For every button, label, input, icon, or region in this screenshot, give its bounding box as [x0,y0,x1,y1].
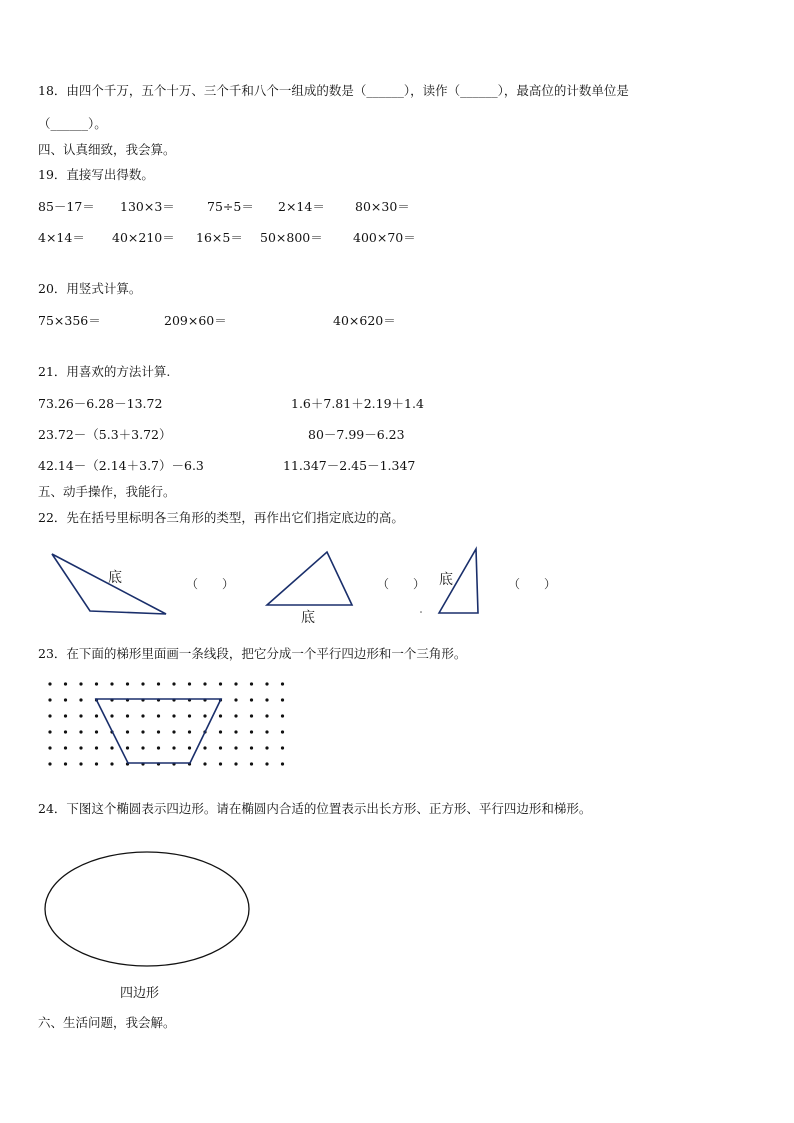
grid-dot [250,762,253,765]
grid-dot [141,714,144,717]
grid-dot [79,682,82,685]
q18-line2: （______）。 [38,116,107,131]
triangle-1-answer-paren: （ ） [186,577,235,591]
triangle-3-answer-paren: （ ） [508,577,557,591]
grid-dot [188,714,191,717]
q19-r2-c3: 16×5＝ [196,230,243,245]
grid-dot [141,746,144,749]
quadrilateral-ellipse [40,846,260,966]
grid-dot [48,682,51,685]
grid-dot [188,746,191,749]
grid-dot [172,682,175,685]
grid-dot [157,746,160,749]
q21-right-3: 11.347－2.45－1.347 [283,458,416,473]
grid-dot [79,698,82,701]
grid-dot [64,762,67,765]
grid-dot [203,746,206,749]
grid-dot [157,682,160,685]
triangle-2 [267,552,352,605]
q21-left-3: 42.14－（2.14＋3.7）－6.3 [38,458,204,473]
grid-dot [281,714,284,717]
q18-line1: 18．由四个千万，五个十万、三个千和八个一组成的数是（______），读作（______），最高位的计数单位是 [38,83,629,98]
grid-dot [250,682,253,685]
grid-dot [79,730,82,733]
grid-dot [281,730,284,733]
q21-left-1: 73.26－6.28－13.72 [38,396,163,411]
grid-dot [172,714,175,717]
grid-dot [126,682,129,685]
ellipse-label: 四边形 [120,986,160,1001]
grid-dot [203,762,206,765]
grid-dot [219,762,222,765]
grid-dot [48,698,51,701]
grid-dot [95,746,98,749]
grid-dot [110,682,113,685]
dot-grid [48,682,284,765]
triangle-1-base-label: 底 [108,570,122,586]
grid-dot [48,714,51,717]
dot-grid-with-trapezoid [40,678,300,788]
grid-dot [250,746,253,749]
grid-dot [157,730,160,733]
q19-r1-c4: 2×14＝ [278,199,325,214]
grid-dot [219,746,222,749]
grid-dot [265,698,268,701]
grid-dot [265,682,268,685]
grid-dot [110,746,113,749]
grid-dot [95,714,98,717]
grid-dot [79,762,82,765]
q20-item-1: 75×356＝ [38,313,101,328]
grid-dot [250,714,253,717]
q23-title: 23．在下面的梯形里面画一条线段，把它分成一个平行四边形和一个三角形。 [38,646,467,661]
grid-dot [281,746,284,749]
grid-dot [172,730,175,733]
q19-r1-c2: 130×3＝ [120,199,175,214]
grid-dot [188,730,191,733]
grid-dot [79,714,82,717]
grid-dot [48,762,51,765]
section-5-heading: 五、动手操作，我能行。 [38,484,176,499]
grid-dot [64,682,67,685]
triangle-3-base-label: 底 [439,572,453,588]
section-4-heading: 四、认真细致，我会算。 [38,142,176,157]
triangle-2-answer-paren: （ ） [377,577,426,591]
grid-dot [126,746,129,749]
grid-dot [203,714,206,717]
grid-dot [234,730,237,733]
q20-item-2: 209×60＝ [164,313,227,328]
q20-item-3: 40×620＝ [333,313,396,328]
grid-dot [95,730,98,733]
q19-title: 19．直接写出得数。 [38,167,154,182]
grid-dot [110,762,113,765]
grid-dot [234,682,237,685]
q19-r1-c1: 85－17＝ [38,199,95,214]
grid-dot [64,730,67,733]
grid-dot [95,762,98,765]
grid-dot [126,730,129,733]
grid-dot [48,730,51,733]
q22-triangles [0,540,794,640]
grid-dot [281,762,284,765]
grid-dot [250,730,253,733]
q21-title: 21．用喜欢的方法计算. [38,364,171,379]
grid-dot [157,714,160,717]
section-6-heading: 六、生活问题，我会解。 [38,1015,176,1030]
grid-dot [141,682,144,685]
q19-r2-c1: 4×14＝ [38,230,85,245]
grid-dot [64,746,67,749]
grid-dot [234,698,237,701]
grid-dot [219,730,222,733]
grid-dot [265,746,268,749]
grid-dot [281,698,284,701]
grid-dot [64,714,67,717]
grid-dot [265,762,268,765]
grid-dot [141,730,144,733]
grid-dot [281,682,284,685]
grid-dot [203,682,206,685]
triangle-2-base-label: 底 [301,610,315,626]
q19-r1-c3: 75÷5＝ [207,199,254,214]
grid-dot [234,746,237,749]
grid-dot [79,746,82,749]
grid-dot [110,714,113,717]
q20-title: 20．用竖式计算。 [38,281,142,296]
grid-dot [126,714,129,717]
grid-dot [64,698,67,701]
grid-dot [188,682,191,685]
grid-dot [234,714,237,717]
q22-title: 22．先在括号里标明各三角形的类型，再作出它们指定底边的高。 [38,510,404,525]
q19-r2-c4: 50×800＝ [260,230,323,245]
grid-dot [250,698,253,701]
q21-right-1: 1.6＋7.81＋2.19＋1.4 [291,396,424,411]
grid-dot [95,682,98,685]
grid-dot [172,746,175,749]
grid-dot [219,714,222,717]
ellipse [45,852,249,966]
grid-dot [265,730,268,733]
grid-dot [219,682,222,685]
q19-r2-c5: 400×70＝ [353,230,416,245]
q24-title: 24．下图这个椭圆表示四边形。请在椭圆内合适的位置表示出长方形、正方形、平行四边形和梯形。 [38,801,592,816]
grid-dot [234,762,237,765]
grid-dot [265,714,268,717]
stray-dot [420,611,422,613]
q21-left-2: 23.72－（5.3＋3.72） [38,427,172,442]
q21-right-2: 80－7.99－6.23 [308,427,405,442]
grid-dot [48,746,51,749]
q19-r2-c2: 40×210＝ [112,230,175,245]
q19-r1-c5: 80×30＝ [355,199,410,214]
